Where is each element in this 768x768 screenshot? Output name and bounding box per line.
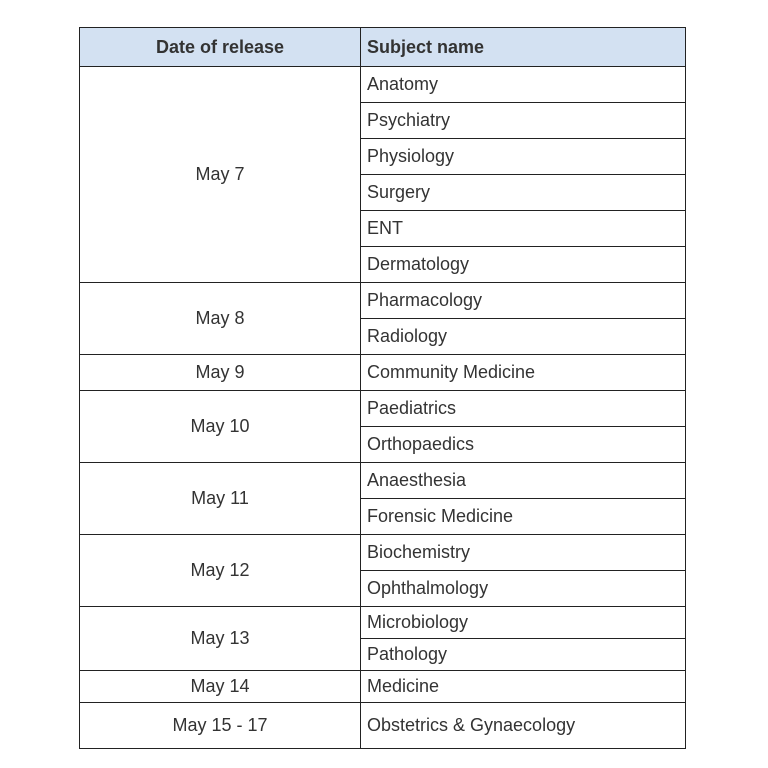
table-row bbox=[80, 355, 686, 391]
table-row bbox=[80, 703, 686, 749]
header-subject: Subject name bbox=[361, 28, 686, 67]
subject-cell: Paediatrics bbox=[361, 391, 686, 427]
subject-cell: Pharmacology bbox=[361, 283, 686, 319]
subject-cell: Radiology bbox=[361, 319, 686, 355]
release-date-cell: May 10 bbox=[80, 391, 361, 463]
subject-cell: Psychiatry bbox=[361, 103, 686, 139]
release-schedule-table bbox=[79, 27, 686, 749]
subject-cell: Dermatology bbox=[361, 247, 686, 283]
subject-cell: Microbiology bbox=[361, 607, 686, 639]
release-date-cell: May 14 bbox=[80, 671, 361, 703]
release-date-cell: May 9 bbox=[80, 355, 361, 391]
release-date-cell: May 8 bbox=[80, 283, 361, 355]
subject-cell: Anaesthesia bbox=[361, 463, 686, 499]
subject-cell: Surgery bbox=[361, 175, 686, 211]
subject-cell: Ophthalmology bbox=[361, 571, 686, 607]
table-row bbox=[80, 535, 686, 571]
table-row bbox=[80, 391, 686, 427]
subject-cell: Biochemistry bbox=[361, 535, 686, 571]
subject-cell: Community Medicine bbox=[361, 355, 686, 391]
release-date-cell: May 12 bbox=[80, 535, 361, 607]
subject-cell: Physiology bbox=[361, 139, 686, 175]
table-row bbox=[80, 463, 686, 499]
subject-cell: ENT bbox=[361, 211, 686, 247]
table-row bbox=[80, 283, 686, 319]
table-row bbox=[80, 671, 686, 703]
header-row bbox=[80, 28, 686, 67]
release-date-cell: May 11 bbox=[80, 463, 361, 535]
subject-cell: Medicine bbox=[361, 671, 686, 703]
release-date-cell: May 15 - 17 bbox=[80, 703, 361, 749]
subject-cell: Pathology bbox=[361, 639, 686, 671]
subject-cell: Obstetrics & Gynaecology bbox=[361, 703, 686, 749]
release-date-cell: May 13 bbox=[80, 607, 361, 671]
header-date: Date of release bbox=[80, 28, 361, 67]
subject-cell: Anatomy bbox=[361, 67, 686, 103]
table-row bbox=[80, 607, 686, 639]
table-row bbox=[80, 67, 686, 103]
subject-cell: Forensic Medicine bbox=[361, 499, 686, 535]
release-date-cell: May 7 bbox=[80, 67, 361, 283]
subject-cell: Orthopaedics bbox=[361, 427, 686, 463]
